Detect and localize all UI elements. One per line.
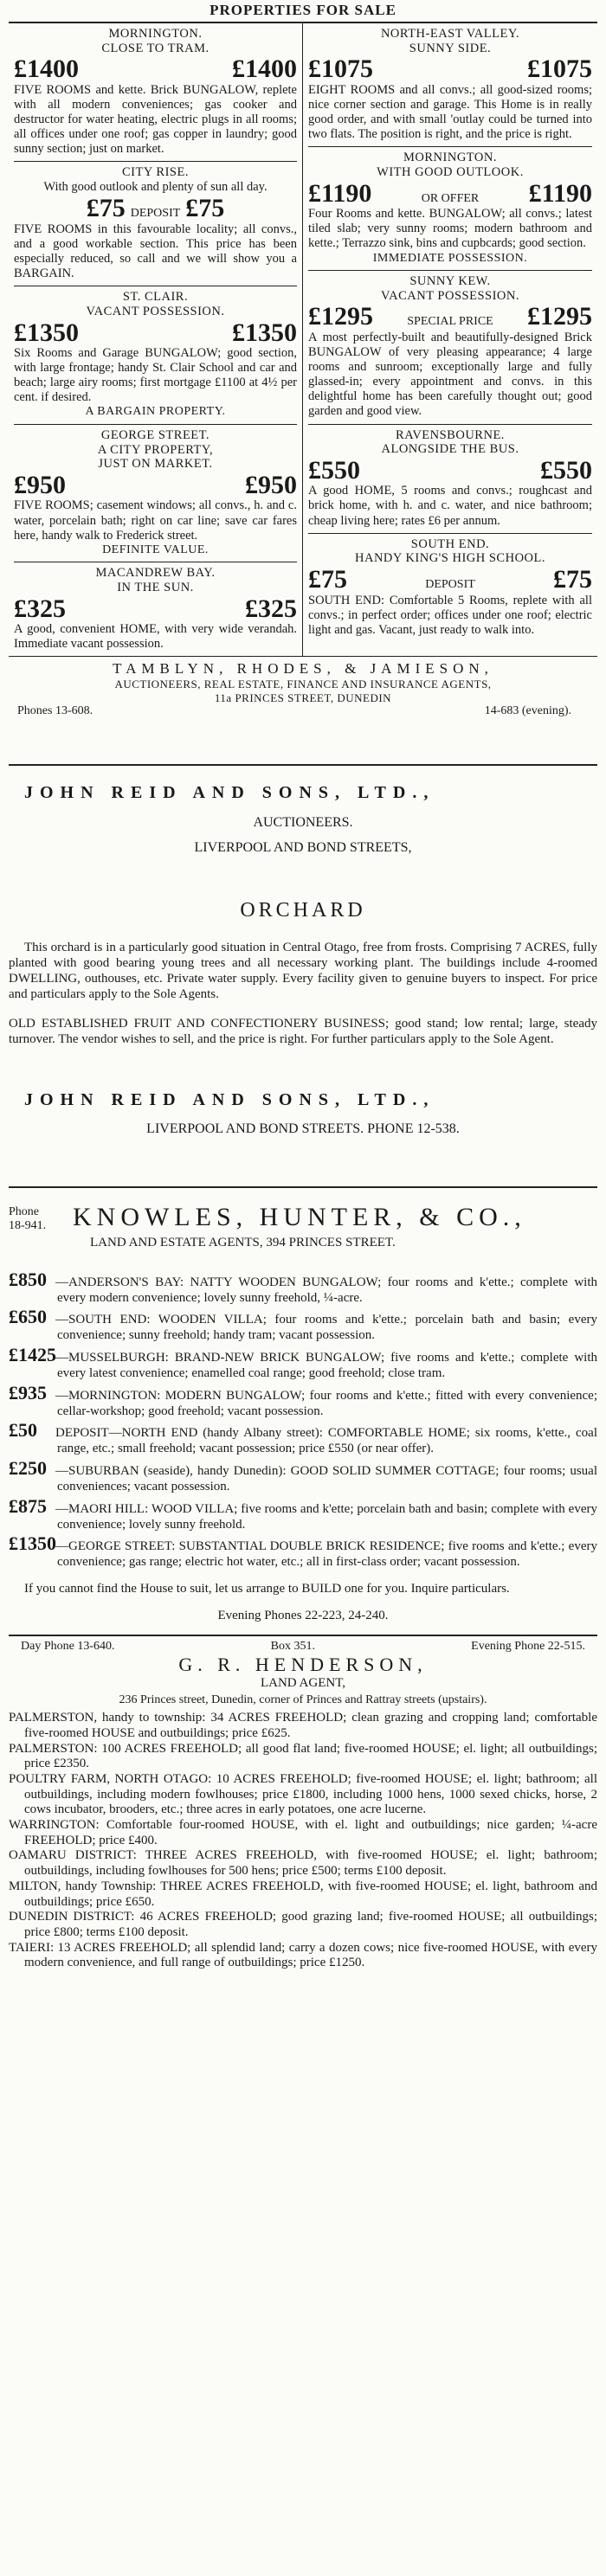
firm-role: AUCTIONEERS. <box>253 815 353 831</box>
listing-caption: HANDY KING'S HIGH SCHOOL. <box>355 551 545 566</box>
right-column <box>303 23 597 656</box>
firm-name: JOHN REID AND SONS, LTD., <box>24 1090 435 1110</box>
listing-body: FIVE ROOMS; casement windows; all convs., h. and c. water, porcelain bath; right on car line; save car fares here, handy walk to Frederick street. <box>14 498 297 543</box>
phone-day: Phones 13-608. <box>17 704 93 718</box>
listing-price: £1190 OR OFFER £1190 <box>308 178 592 208</box>
listing-body: Four Rooms and kette. BUNGALOW; all convs.; latest tiled slab; very sunny rooms; modern bathroom and kette.; Terrazzo sink, bins and cupbcards; good section. <box>308 207 592 251</box>
firm-address: 11a PRINCES STREET, DUNEDIN <box>214 691 392 704</box>
listing-price: £1350 £1350 <box>14 318 297 347</box>
list-item: OAMARU DISTRICT: THREE ACRES FREEHOLD, with five-roomed HOUSE; el. light; bathroom; outbuildings, including fowlhouses for 500 hens; price £500; terms £100 deposit. <box>9 1848 597 1879</box>
listing <box>308 147 592 271</box>
listing-body: A most perfectly-built and beautifully-designed Brick BUNGALOW of very pleasing appearance; 4 large rooms and sunroom; exceptionally large and fully glassed-in; every appointment and convs. in this delightful home has been carefully thought out; good garden and good view. <box>308 330 592 419</box>
listing-caption: IN THE SUN. <box>117 580 194 594</box>
knowles-block <box>9 1188 597 1624</box>
knowles-phone: Phone 18-941. <box>9 1204 47 1233</box>
firm-name: G. R. HENDERSON, <box>178 1654 428 1676</box>
firm-address: LIVERPOOL AND BOND STREETS, <box>194 840 412 856</box>
listing-body: EIGHT ROOMS and all convs.; all good-sized rooms; nice corner section and garage. This Home is in really good order, and with small 'outlay could be turned into two flats. The position is right, and the price is right. <box>308 82 592 142</box>
listing-price: £75 DEPOSIT £75 <box>86 194 225 223</box>
newspaper-page <box>9 0 597 1971</box>
list-item: PALMERSTON: 100 ACRES FREEHOLD; all good flat land; five-roomed HOUSE; el. light; all outbuildings; price £2350. <box>9 1741 597 1771</box>
knowles-title <box>73 1202 526 1251</box>
listing-caption: SUNNY SIDE. <box>409 41 492 55</box>
listing-body: FIVE ROOMS and kette. Brick BUNGALOW, replete with all modern conveniences; gas cooker and destructor for water heating, electric plugs in all rooms; all offices under one roof; gas copper in laundry; good sunny section; just on market. <box>14 82 297 157</box>
orchard-heading: ORCHARD <box>240 898 366 922</box>
listing <box>14 425 297 562</box>
knowles-items <box>9 1251 597 1571</box>
evening-phone: Evening Phone 22-515. <box>471 1639 585 1653</box>
listing-tail: A BARGAIN PROPERTY. <box>85 405 226 419</box>
listing-body: SOUTH END: Comfortable 5 Rooms, replete with all convs.; in perfect order; offices under one roof; electric light and gas. Vacant, just ready to walk into. <box>308 593 592 637</box>
listing-price: £950 £950 <box>14 470 297 499</box>
section-title: PROPERTIES FOR SALE <box>9 0 597 23</box>
listing-price: £550 £550 <box>308 455 592 485</box>
listing-caption: MORNINGTON. <box>403 151 497 165</box>
list-item: MILTON, handy Township: THREE ACRES FREEHOLD, with five-roomed HOUSE; el. light, bathroom and outbuildings; price £650. <box>9 1879 597 1909</box>
listing-price: £1295 SPECIAL PRICE £1295 <box>308 302 592 331</box>
listing-price: £75 DEPOSIT £75 <box>308 565 592 594</box>
list-item: £850 —ANDERSON'S BAY: NATTY WOODEN BUNGALOW; four rooms and k'ette.; complete with every modern convenience; lovely sunny freehold, ¼-acre. <box>9 1268 597 1305</box>
listing-caption: MACANDREW BAY. <box>95 566 216 581</box>
listing-tail: IMMEDIATE POSSESSION. <box>372 251 528 265</box>
list-item: £935 —MORNINGTON: MODERN BUNGALOW; four rooms and k'ette.; fitted with every convenience; cellar-workshop; good freehold; vacant possession. <box>9 1381 597 1418</box>
firm-phones <box>9 704 597 729</box>
listing-body: FIVE ROOMS in this favourable locality; all convs., and a good workable section. This price has been especially reduced, so call and we will show you a BARGAIN. <box>14 222 297 281</box>
listing <box>14 562 297 656</box>
listing-caption: A CITY PROPERTY, <box>97 442 214 457</box>
day-phone: Day Phone 13-640. <box>21 1639 115 1653</box>
listing-caption: GEORGE STREET. <box>100 427 210 442</box>
reid-block-2 <box>9 1047 597 1137</box>
listing-price: £325 £325 <box>14 594 297 623</box>
listing-caption: JUST ON MARKET. <box>98 457 213 472</box>
listing <box>308 534 592 642</box>
reid-block <box>9 766 597 1048</box>
list-item: PALMERSTON, handy to township: 34 ACRES FREEHOLD; clean grazing and cropping land; comfortable five-roomed HOUSE and outbuildings; price £625. <box>9 1711 597 1740</box>
listing-tail: DEFINITE VALUE. <box>102 543 209 556</box>
firm-name: JOHN REID AND SONS, LTD., <box>24 782 435 802</box>
listing-caption: VACANT POSSESSION. <box>381 288 519 303</box>
box-number: Box 351. <box>270 1639 315 1653</box>
orchard-text: This orchard is in a particularly good situation in Central Otago, free from frosts. Comprising 7 ACRES, fully planted with good bearing young trees and all necessary working plant. The buildings include 4-roomed DWELLING, outhouses, etc. Private water supply. Every facility given to genuine buyers to inspect. For price and particulars apply to the Sole Agents. <box>9 941 597 1002</box>
listing <box>308 271 592 425</box>
henderson-block <box>9 1636 597 1971</box>
listing-body: A good, convenient HOME, with very wide verandah. Immediate vacant possession. <box>14 622 297 652</box>
firm-description: AUCTIONEERS, REAL ESTATE, FINANCE AND INSURANCE AGENTS, <box>114 678 492 691</box>
listing-caption: VACANT POSSESSION. <box>86 304 225 318</box>
left-column <box>9 23 303 656</box>
listing-pre: With good outlook and plenty of sun all day. <box>43 180 268 195</box>
knowles-evening: Evening Phones 22-223, 24-240. <box>217 1608 389 1622</box>
list-item: £50 DEPOSIT—NORTH END (handy Albany street): COMFORTABLE HOME; six rooms, k'ette., coal range, etc.; small freehold; vacant possession; price £550 (or near offer). <box>9 1419 597 1456</box>
list-item: £875 —MAORI HILL: WOOD VILLA; five rooms and k'ette; porcelain bath and basin; complete with every convenience; lovely sunny freehold. <box>9 1494 597 1532</box>
firm-name: TAMBLYN, RHODES, & JAMIESON, <box>113 660 493 678</box>
list-item: £1350—GEORGE STREET: SUBSTANTIAL DOUBLE BRICK RESIDENCE; five rooms and k'ette.; every convenience; gas range; electric hot water, etc.; all in first-class order; vacant possession. <box>9 1532 597 1570</box>
listing-caption: ST. CLAIR. <box>122 290 189 305</box>
business-text: OLD ESTABLISHED FRUIT AND CONFECTIONERY BUSINESS; good stand; low rental; large, steady turnover. The vendor wishes to sell, and the price is right. For further particulars apply to the Sole Agent. <box>9 1017 597 1047</box>
listing-caption: RAVENSBOURNE. <box>396 427 505 442</box>
listing-caption: WITH GOOD OUTLOOK. <box>377 165 524 179</box>
henderson-contacts <box>9 1636 597 1654</box>
knowles-header <box>9 1202 597 1251</box>
listing-caption: SUNNY KEW. <box>409 274 491 289</box>
firm-role: LAND AGENT, <box>260 1676 346 1691</box>
firm-address: 236 Princes street, Dunedin, corner of Princes and Rattray streets (upstairs). <box>119 1693 487 1706</box>
listings-columns <box>9 23 597 657</box>
listing-caption: NORTH-EAST VALLEY. <box>380 27 520 42</box>
tamblyn-block <box>9 657 597 729</box>
list-item: £250 —SUBURBAN (seaside), handy Dunedin): GOOD SOLID SUMMER COTTAGE; four rooms; usual conveniences; vacant possession. <box>9 1457 597 1494</box>
list-item: POULTRY FARM, NORTH OTAGO: 10 ACRES FREEHOLD; five-roomed HOUSE; el. light; bathroom; all outbuildings, including modern fowlhouses; price £1800, including 1000 hens, 1000 sexed chicks, horse, 2 cows incubator, brooders, etc.; three acres in early potatoes, one acre lucerne. <box>9 1772 597 1817</box>
listing <box>308 425 592 534</box>
list-item: TAIERI: 13 ACRES FREEHOLD; all splendid land; carry a dozen cows; nice five-roomed HOUSE, with every modern convenience, and full range of outbuildings; price £1250. <box>9 1940 597 1970</box>
firm-description: LAND AND ESTATE AGENTS, 394 PRINCES STREET. <box>90 1236 396 1250</box>
listing-caption: CLOSE TO TRAM. <box>101 41 210 55</box>
phone-evening: 14-683 (evening). <box>484 704 571 718</box>
list-item: DUNEDIN DISTRICT: 46 ACRES FREEHOLD; good grazing land; five-roomed HOUSE; all outbuildings; price £800; terms £100 deposit. <box>9 1910 597 1939</box>
listing <box>308 23 592 147</box>
listing-caption: CITY RISE. <box>122 165 189 180</box>
listing-body: A good HOME, 5 rooms and convs.; roughcast and brick home, with h. and c. water, and nice bathroom; cheap living here; rates £6 per annum. <box>308 484 592 528</box>
listing-caption: ALONGSIDE THE BUS. <box>381 442 519 457</box>
list-item: £650 —SOUTH END: WOODEN VILLA; four rooms and k'ette.; porcelain bath and basin; every convenience; sunny freehold; handy tram; vacant possession. <box>9 1306 597 1343</box>
firm-name: KNOWLES, HUNTER, & CO., <box>73 1202 526 1231</box>
listing-caption: SOUTH END. <box>410 536 490 551</box>
listing-price: £1400 £1400 <box>14 55 297 84</box>
listing-body: Six Rooms and Garage BUNGALOW; good section, with large frontage; handy St. Clair School and car and beach; large airy rooms; first mortgage £1100 at 4½ per cent. if desired. <box>14 346 297 405</box>
listing <box>14 162 297 286</box>
listing <box>14 286 297 425</box>
firm-address: LIVERPOOL AND BOND STREETS. PHONE 12-538. <box>146 1121 460 1136</box>
listing-caption: MORNINGTON. <box>108 27 203 42</box>
listing-price: £1075 £1075 <box>308 55 592 84</box>
knowles-footer: If you cannot find the House to suit, let us arrange to BUILD one for you. Inquire particulars. <box>24 1581 510 1596</box>
list-item: WARRINGTON: Comfortable four-roomed HOUSE, with el. light and outbuildings; nice garden; ¼-acre FREEHOLD; price £400. <box>9 1818 597 1847</box>
list-item: £1425—MUSSELBURGH: BRAND-NEW BRICK BUNGALOW; five rooms and k'ette.; complete with every latest convenience; enamelled coal range; good freehold; close tram. <box>9 1344 597 1381</box>
listing <box>14 23 297 162</box>
